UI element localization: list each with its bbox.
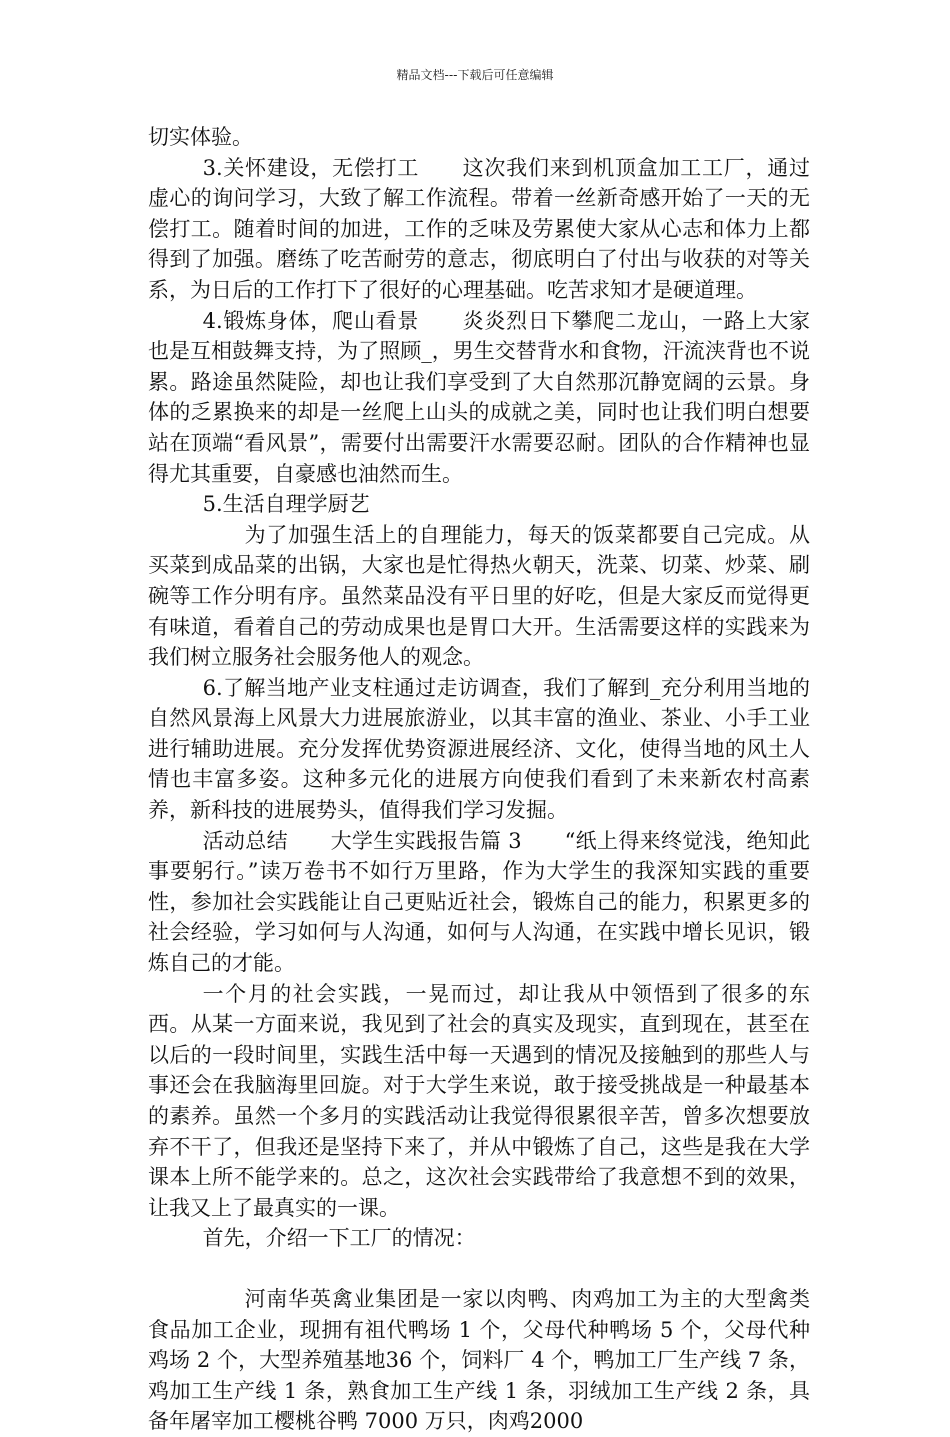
paragraph: 6.了解当地产业支柱通过走访调查，我们了解到_充分利用当地的自然风景海上风景大力进展旅游业，以其丰富的渔业、茶业、小手工业进行辅助进展。充分发挥优势资源进展经济、文化，使得当地的风土人情也丰富多姿。这种多元化的进展方向使我们看到了未来新农村高素养，新科技的进展势头，值得我们学习发掘。 — [148, 675, 810, 823]
paragraph: 5.生活自理学厨艺 — [202, 492, 370, 517]
paragraph: 为了加强生活上的自理能力，每天的饭菜都要自己完成。从买菜到成品菜的出锅，大家也是忙得热火朝天，洗菜、切菜、炒菜、刷碗等工作分明有序。虽然菜品没有平日里的好吃，但是大家反而觉得更有味道，看着自己的劳动成果也是胃口大开。生活需要这样的实践来为我们树立服务社会服务他人的观念。 — [148, 522, 810, 670]
paragraph: 4.锻炼身体，爬山看景 炎炎烈日下攀爬二龙山，一路上大家也是互相鼓舞支持，为了照顾_，男生交替背水和食物，汗流浃背也不说累。路途虽然陡险，却也让我们享受到了大自然那沉静宽阔的云景。身体的乏累换来的却是一丝爬上山头的成就之美，同时也让我们明白想要站在顶端“看风景”，需要付出需要汗水需要忍耐。团队的合作精神也显得尤其重要，自豪感也油然而生。 — [148, 308, 810, 486]
paragraph: 一个月的社会实践，一晃而过，却让我从中领悟到了很多的东西。从某一方面来说，我见到了社会的真实及现实，直到现在，甚至在以后的一段时间里，实践生活中每一天遇到的情况及接触到的那些人与事还会在我脑海里回旋。对于大学生来说，敢于接受挑战是一种最基本的素养。虽然一个多月的实践活动让我觉得很累很辛苦，曾多次想要放弃不干了，但我还是坚持下来了，并从中锻炼了自己，这些是我在大学课本上所不能学来的。总之，这次社会实践带给了我意想不到的效果，让我又上了最真实的一课。 — [148, 981, 810, 1220]
document-body — [148, 122, 810, 1437]
paragraph: 切实体验。 — [148, 125, 253, 149]
paragraph: 河南华英禽业集团是一家以肉鸭、肉鸡加工为主的大型禽类食品加工企业，现拥有祖代鸭场 1 个，父母代种鸭场 5 个，父母代种鸡场 2 个，大型养殖基地36 个，饲料厂 4 个，鸭加工厂生产线 7 条，鸡加工生产线 1 条，熟食加工生产线 1 条，羽绒加工生产线 2 条，具备年屠宰加工樱桃谷鸭 7000 万只，肉鸡2000 — [148, 1286, 810, 1434]
paragraph: 首先，介绍一下工厂的情况： — [202, 1226, 476, 1251]
paragraph: 3.关怀建设，无偿打工 这次我们来到机顶盒加工工厂，通过虚心的询问学习，大致了解工作流程。带着一丝新奇感开始了一天的无偿打工。随着时间的加进，工作的乏味及劳累使大家从心志和体力上都得到了加强。磨练了吃苦耐劳的意志，彻底明白了付出与收获的对等关系，为日后的工作打下了很好的心理基础。吃苦求知才是硬道理。 — [148, 155, 810, 302]
page-header: 精品文档---下载后可任意编辑 — [396, 68, 554, 82]
paragraph: 活动总结 大学生实践报告篇 3 “纸上得来终觉浅，绝知此事要躬行。”读万卷书不如行万里路，作为大学生的我深知实践的重要性，参加社会实践能让自己更贴近社会，锻炼自己的能力，积累更多的社会经验，学习如何与人沟通，如何与人沟通，在实践中增长见识，锻炼自己的才能。 — [148, 828, 810, 976]
blank-line — [148, 1254, 810, 1284]
